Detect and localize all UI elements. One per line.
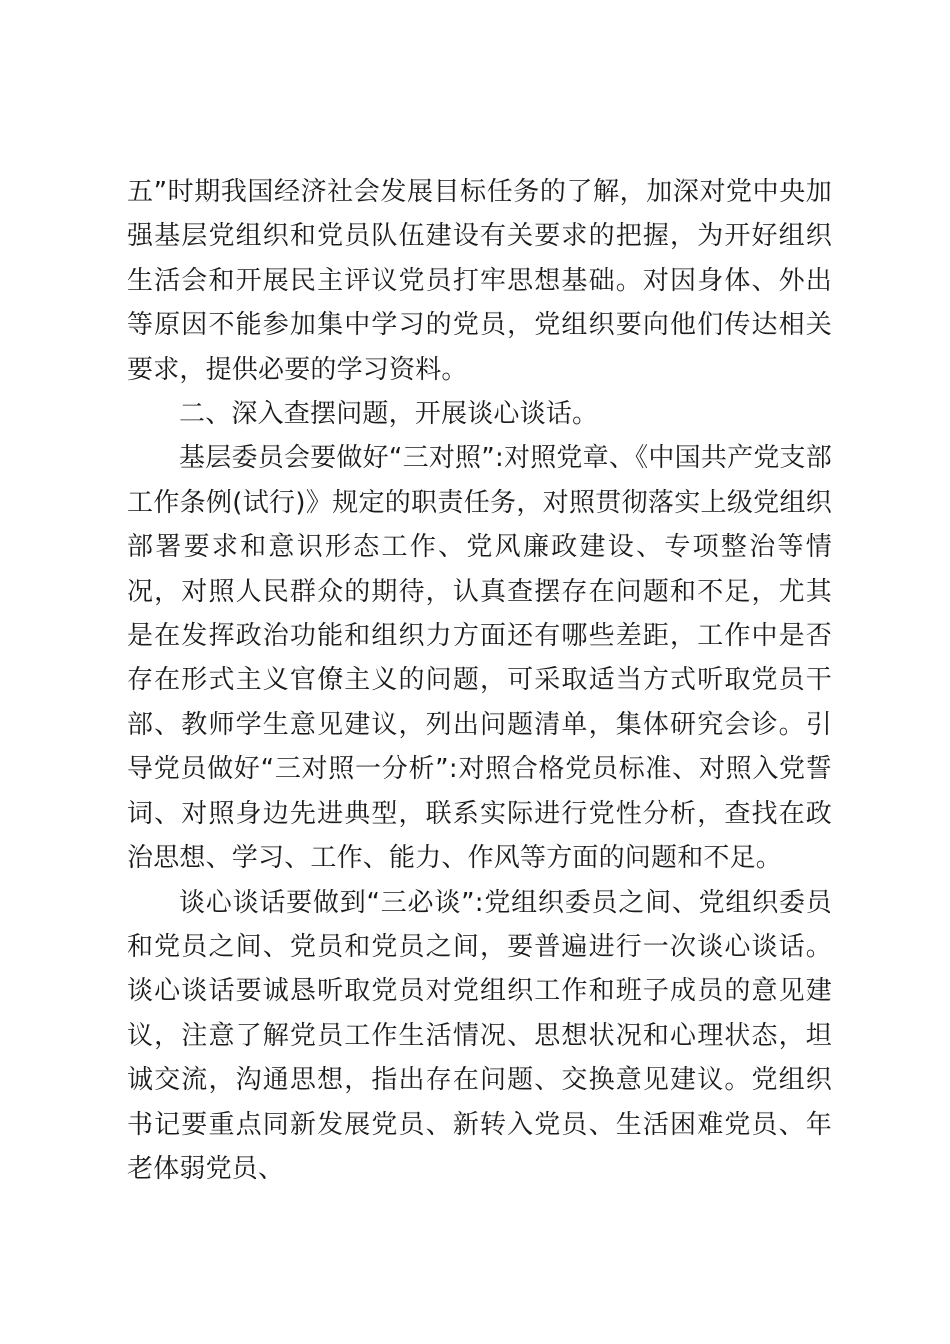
paragraph-continuation: 五”时期我国经济社会发展目标任务的了解，加深对党中央加强基层党组织和党员队伍建设有关要求的把握，为开好组织生活会和开展民主评议党员打牢思想基础。对因身体、外出等原因不能参加集中学习的党员，党组织要向他们传达相关要求，提供必要的学习资料。 — [127, 177, 832, 385]
section-heading: 二、深入查摆问题，开展谈心谈话。 — [179, 399, 599, 430]
paragraph-heart-to-heart-talks: 谈心谈话要做到“三必谈”:党组织委员之间、党组织委员和党员之间、党员和党员之间，要普遍进行一次谈心谈话。谈心谈话要诚恳听取党员对党组织工作和班子成员的意见建议，注意了解党员工作生活情况、思想状况和心理状态，坦诚交流，沟通思想，指出存在问题、交换意见建议。党组织书记要重点同新发展党员、新转入党员、生活困难党员、年老体弱党员、 — [127, 887, 832, 1184]
paragraph-three-comparisons: 基层委员会要做好“三对照”:对照党章、《中国共产党支部工作条例(试行)》规定的职责任务，对照贯彻落实上级党组织部署要求和意识形态工作、党风廉政建设、专项整治等情况，对照人民群众的期待，认真查摆存在问题和不足，尤其是在发挥政治功能和组织力方面还有哪些差距，工作中是否存在形式主义官僚主义的问题，可采取适当方式听取党员干部、教师学生意见建议，列出问题清单，集体研究会诊。引导党员做好“三对照一分析”:对照合格党员标准、对照入党誓词、对照身边先进典型，联系实际进行党性分析，查找在政治思想、学习、工作、能力、作风等方面的问题和不足。 — [127, 443, 832, 874]
document-body — [127, 170, 832, 1191]
